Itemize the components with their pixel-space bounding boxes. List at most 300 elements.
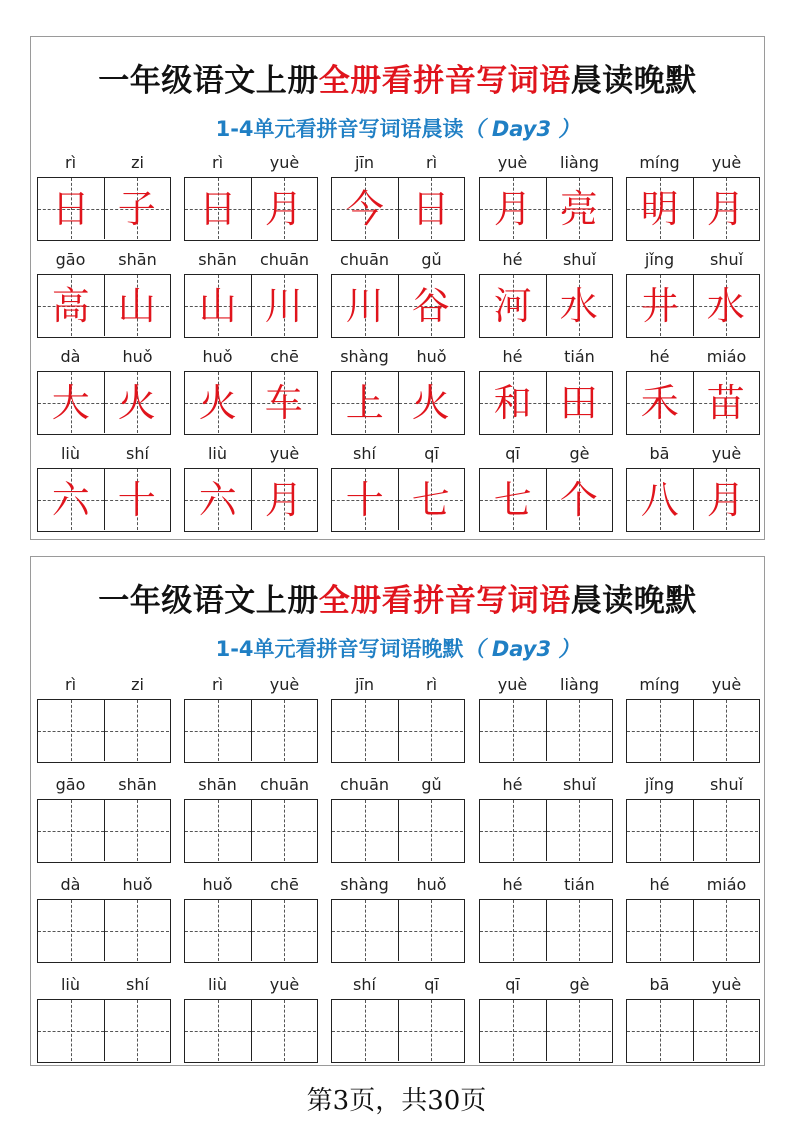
character-cell	[251, 178, 317, 239]
word-item	[37, 244, 171, 338]
writing-cell[interactable]	[398, 700, 464, 761]
word-item	[184, 438, 318, 532]
pinyin-syllable: chē	[270, 347, 299, 366]
pinyin-syllable: chuān	[339, 775, 390, 794]
writing-cell[interactable]	[38, 900, 104, 961]
pinyin-row	[37, 669, 171, 699]
pinyin-row	[331, 969, 465, 999]
word-item	[184, 969, 318, 1063]
tianzige-box[interactable]	[37, 799, 171, 863]
hanzi-character: 十	[345, 477, 384, 522]
hanzi-character: 水	[706, 283, 745, 328]
pinyin-syllable: chē	[270, 875, 299, 894]
hanzi-character: 月	[264, 477, 303, 522]
writing-cell[interactable]	[693, 800, 759, 861]
guide-line-horizontal	[38, 931, 104, 932]
writing-cell[interactable]	[627, 800, 693, 861]
tianzige-box	[626, 371, 760, 435]
guide-line-horizontal	[185, 831, 251, 832]
word-item	[331, 244, 465, 338]
character-cell	[104, 275, 170, 336]
subtitle	[31, 113, 764, 143]
pinyin-syllable: rì	[64, 675, 77, 694]
pinyin-syllable: hé	[649, 347, 670, 366]
pinyin-syllable: qī	[505, 444, 520, 463]
hanzi-character: 六	[198, 477, 237, 522]
pinyin-row	[626, 341, 760, 371]
guide-line-horizontal	[627, 731, 693, 732]
guide-line-horizontal	[480, 1031, 546, 1032]
guide-line-horizontal	[547, 931, 612, 932]
writing-cell[interactable]	[480, 900, 546, 961]
hanzi-character: 火	[411, 380, 450, 425]
pinyin-syllable: chuān	[339, 250, 390, 269]
pinyin-row	[184, 341, 318, 371]
subtitle-main: 1-4单元看拼音写词语晨读	[215, 117, 464, 141]
word-item	[479, 769, 613, 863]
tianzige-box	[37, 371, 171, 435]
guide-line-horizontal	[694, 731, 759, 732]
guide-line-horizontal	[399, 931, 464, 932]
tianzige-box[interactable]	[37, 999, 171, 1063]
pinyin-row	[184, 969, 318, 999]
pinyin-row	[184, 769, 318, 799]
character-cell	[627, 469, 693, 530]
writing-cell[interactable]	[185, 800, 251, 861]
pinyin-row	[184, 147, 318, 177]
tianzige-box	[184, 468, 318, 532]
character-cell	[185, 178, 251, 239]
guide-line-horizontal	[399, 831, 464, 832]
pinyin-row	[184, 244, 318, 274]
tianzige-box[interactable]	[184, 899, 318, 963]
writing-cell[interactable]	[546, 1000, 612, 1061]
hanzi-character: 子	[117, 186, 156, 231]
writing-cell[interactable]	[627, 1000, 693, 1061]
tianzige-box[interactable]	[626, 699, 760, 763]
guide-line-horizontal	[627, 831, 693, 832]
pinyin-syllable: shàng	[340, 347, 389, 366]
pinyin-syllable: shí	[126, 975, 149, 994]
writing-cell[interactable]	[480, 800, 546, 861]
character-cell	[104, 178, 170, 239]
word-item	[479, 147, 613, 241]
pinyin-row	[626, 147, 760, 177]
tianzige-box[interactable]	[479, 699, 613, 763]
word-item	[331, 147, 465, 241]
pinyin-syllable: miáo	[706, 347, 747, 366]
tianzige-box[interactable]	[331, 699, 465, 763]
tianzige-box	[184, 177, 318, 241]
tianzige-box[interactable]	[331, 999, 465, 1063]
character-cell	[251, 275, 317, 336]
tianzige-box[interactable]	[184, 799, 318, 863]
hanzi-character: 月	[706, 477, 745, 522]
pinyin-row	[37, 769, 171, 799]
pinyin-syllable: yuè	[711, 444, 742, 463]
guide-line-horizontal	[38, 831, 104, 832]
hanzi-character: 七	[411, 477, 450, 522]
writing-cell[interactable]	[398, 1000, 464, 1061]
pinyin-row	[331, 769, 465, 799]
writing-cell[interactable]	[546, 900, 612, 961]
tianzige-box	[626, 274, 760, 338]
pinyin-syllable: miáo	[706, 875, 747, 894]
tianzige-box[interactable]	[479, 899, 613, 963]
pinyin-syllable: yuè	[711, 975, 742, 994]
character-cell	[398, 469, 464, 530]
guide-line-horizontal	[480, 931, 546, 932]
tianzige-box	[331, 177, 465, 241]
pinyin-row	[626, 769, 760, 799]
guide-line-horizontal	[332, 1031, 398, 1032]
tianzige-box[interactable]	[626, 899, 760, 963]
pinyin-row	[479, 969, 613, 999]
pinyin-row	[626, 438, 760, 468]
tianzige-box	[184, 274, 318, 338]
tianzige-box	[479, 274, 613, 338]
pinyin-syllable: huǒ	[202, 347, 233, 366]
pinyin-syllable: rì	[425, 153, 438, 172]
guide-line-horizontal	[480, 731, 546, 732]
title-part-session: 晨读晚默	[570, 63, 697, 99]
hanzi-character: 谷	[411, 283, 450, 328]
guide-line-horizontal	[332, 731, 398, 732]
pinyin-syllable: shuǐ	[562, 250, 597, 269]
guide-line-horizontal	[185, 731, 251, 732]
writing-cell[interactable]	[480, 700, 546, 761]
guide-line-horizontal	[547, 831, 612, 832]
pinyin-syllable: hé	[649, 875, 670, 894]
pinyin-syllable: shuǐ	[562, 775, 597, 794]
character-cell	[546, 372, 612, 433]
pinyin-row	[331, 147, 465, 177]
pinyin-syllable: tián	[564, 875, 595, 894]
writing-cell[interactable]	[251, 800, 317, 861]
guide-line-horizontal	[252, 731, 317, 732]
pinyin-row	[479, 341, 613, 371]
guide-line-horizontal	[332, 931, 398, 932]
pinyin-syllable: liàng	[560, 675, 599, 694]
pinyin-syllable: yuè	[269, 975, 300, 994]
writing-cell[interactable]	[546, 700, 612, 761]
writing-cell[interactable]	[398, 900, 464, 961]
hanzi-character: 川	[264, 283, 303, 328]
pinyin-row	[37, 147, 171, 177]
writing-cell[interactable]	[38, 1000, 104, 1061]
guide-line-horizontal	[105, 831, 170, 832]
page-number: 第3页，共30页	[306, 1086, 487, 1116]
hanzi-character: 川	[345, 283, 384, 328]
writing-cell[interactable]	[332, 900, 398, 961]
pinyin-syllable: bā	[649, 975, 670, 994]
writing-cell[interactable]	[185, 700, 251, 761]
writing-cell[interactable]	[104, 800, 170, 861]
hanzi-character: 十	[117, 477, 156, 522]
word-item	[479, 341, 613, 435]
main-title	[31, 575, 764, 620]
pinyin-syllable: chuān	[259, 775, 310, 794]
character-cell	[104, 469, 170, 530]
writing-cell[interactable]	[693, 700, 759, 761]
writing-cell[interactable]	[251, 1000, 317, 1061]
pinyin-syllable: zi	[131, 153, 144, 172]
word-item	[626, 869, 760, 963]
tianzige-box[interactable]	[184, 699, 318, 763]
tianzige-box	[331, 371, 465, 435]
hanzi-character: 六	[51, 477, 90, 522]
hanzi-character: 月	[493, 186, 532, 231]
pinyin-row	[626, 869, 760, 899]
pinyin-syllable: shuǐ	[709, 775, 744, 794]
title-part-red: 全册看拼音写词语	[318, 63, 571, 99]
character-cell	[38, 469, 104, 530]
writing-cell[interactable]	[693, 1000, 759, 1061]
pinyin-syllable: hé	[502, 775, 523, 794]
pinyin-syllable: huǒ	[122, 875, 153, 894]
pinyin-syllable: chuān	[259, 250, 310, 269]
pinyin-row	[37, 969, 171, 999]
word-item	[626, 969, 760, 1063]
pinyin-syllable: qī	[505, 975, 520, 994]
tianzige-box	[37, 177, 171, 241]
pinyin-syllable: shān	[198, 250, 237, 269]
tianzige-box[interactable]	[37, 699, 171, 763]
character-cell	[38, 372, 104, 433]
tianzige-box	[626, 468, 760, 532]
character-cell	[693, 372, 759, 433]
character-cell	[398, 275, 464, 336]
writing-cell[interactable]	[251, 700, 317, 761]
word-item	[184, 769, 318, 863]
pinyin-syllable: shuǐ	[709, 250, 744, 269]
pinyin-syllable: huǒ	[202, 875, 233, 894]
pinyin-syllable: hé	[502, 875, 523, 894]
pinyin-syllable: liù	[60, 975, 81, 994]
word-item	[331, 969, 465, 1063]
hanzi-character: 月	[706, 186, 745, 231]
tianzige-box[interactable]	[184, 999, 318, 1063]
pinyin-row	[331, 869, 465, 899]
character-cell	[546, 178, 612, 239]
writing-cell[interactable]	[38, 800, 104, 861]
character-cell	[332, 275, 398, 336]
character-cell	[627, 178, 693, 239]
word-item	[626, 769, 760, 863]
hanzi-character: 山	[198, 283, 237, 328]
tianzige-box[interactable]	[626, 999, 760, 1063]
character-cell	[332, 469, 398, 530]
writing-cell[interactable]	[693, 900, 759, 961]
hanzi-character: 禾	[640, 380, 679, 425]
tianzige-box[interactable]	[479, 799, 613, 863]
character-cell	[38, 275, 104, 336]
hanzi-character: 日	[411, 186, 450, 231]
character-cell	[38, 178, 104, 239]
hanzi-character: 八	[640, 477, 679, 522]
character-cell	[546, 275, 612, 336]
writing-cell[interactable]	[627, 700, 693, 761]
character-cell	[104, 372, 170, 433]
guide-line-horizontal	[252, 1031, 317, 1032]
pinyin-syllable: qī	[424, 975, 439, 994]
tianzige-box	[479, 468, 613, 532]
word-item	[626, 438, 760, 532]
writing-cell[interactable]	[627, 900, 693, 961]
pinyin-syllable: liù	[207, 444, 228, 463]
word-item	[331, 669, 465, 763]
word-item	[331, 438, 465, 532]
hanzi-character: 个	[559, 477, 598, 522]
subtitle-day: （ Day3 ）	[463, 117, 580, 141]
tianzige-box[interactable]	[331, 899, 465, 963]
writing-cell[interactable]	[546, 800, 612, 861]
character-cell	[693, 275, 759, 336]
tianzige-box	[626, 177, 760, 241]
pinyin-syllable: míng	[639, 675, 680, 694]
word-item	[37, 147, 171, 241]
guide-line-horizontal	[105, 1031, 170, 1032]
word-item	[37, 769, 171, 863]
subtitle-day: （ Day3 ）	[463, 637, 580, 661]
pinyin-syllable: gè	[569, 975, 590, 994]
writing-cell[interactable]	[480, 1000, 546, 1061]
word-item	[184, 147, 318, 241]
writing-cell[interactable]	[332, 800, 398, 861]
character-cell	[185, 372, 251, 433]
guide-line-horizontal	[547, 1031, 612, 1032]
word-item	[184, 869, 318, 963]
character-cell	[251, 372, 317, 433]
word-item	[479, 244, 613, 338]
word-item	[37, 341, 171, 435]
guide-line-horizontal	[38, 1031, 104, 1032]
title-part-grade: 一年级语文上册	[98, 63, 319, 99]
character-cell	[398, 372, 464, 433]
pinyin-syllable: gāo	[55, 250, 86, 269]
pinyin-syllable: shí	[126, 444, 149, 463]
pinyin-syllable: dà	[60, 875, 81, 894]
word-item	[479, 869, 613, 963]
pinyin-syllable: huǒ	[122, 347, 153, 366]
pinyin-syllable: jǐng	[644, 250, 675, 269]
tianzige-box[interactable]	[37, 899, 171, 963]
title-part-grade: 一年级语文上册	[98, 583, 319, 619]
tianzige-box[interactable]	[626, 799, 760, 863]
title-part-session: 晨读晚默	[570, 583, 697, 619]
hanzi-character: 和	[493, 380, 532, 425]
subtitle-main: 1-4单元看拼音写词语晚默	[215, 637, 464, 661]
hanzi-character: 火	[117, 380, 156, 425]
writing-cell[interactable]	[185, 1000, 251, 1061]
pinyin-syllable: yuè	[497, 675, 528, 694]
word-item	[626, 244, 760, 338]
writing-cell[interactable]	[104, 700, 170, 761]
writing-cell[interactable]	[104, 1000, 170, 1061]
word-item	[626, 341, 760, 435]
writing-cell[interactable]	[398, 800, 464, 861]
guide-line-horizontal	[480, 831, 546, 832]
tianzige-box	[479, 177, 613, 241]
guide-line-horizontal	[38, 731, 104, 732]
pinyin-syllable: yuè	[711, 675, 742, 694]
guide-line-horizontal	[694, 831, 759, 832]
character-cell	[332, 372, 398, 433]
guide-line-horizontal	[332, 831, 398, 832]
writing-cell[interactable]	[38, 700, 104, 761]
writing-cell[interactable]	[185, 900, 251, 961]
character-cell	[627, 372, 693, 433]
tianzige-box	[331, 274, 465, 338]
pinyin-row	[626, 969, 760, 999]
pinyin-syllable: hé	[502, 347, 523, 366]
pinyin-syllable: qī	[424, 444, 439, 463]
hanzi-character: 月	[264, 186, 303, 231]
character-cell	[251, 469, 317, 530]
word-item	[37, 438, 171, 532]
pinyin-row	[479, 438, 613, 468]
pinyin-syllable: gè	[569, 444, 590, 463]
pinyin-row	[479, 869, 613, 899]
hanzi-character: 车	[264, 380, 303, 425]
pinyin-syllable: gāo	[55, 775, 86, 794]
pinyin-syllable: jǐng	[644, 775, 675, 794]
subtitle	[31, 633, 764, 663]
word-item	[37, 869, 171, 963]
hanzi-character: 今	[345, 186, 384, 231]
word-item	[331, 341, 465, 435]
pinyin-syllable: shān	[118, 775, 157, 794]
pinyin-syllable: liù	[207, 975, 228, 994]
pinyin-syllable: yuè	[497, 153, 528, 172]
tianzige-box[interactable]	[479, 999, 613, 1063]
hanzi-character: 山	[117, 283, 156, 328]
tianzige-box	[184, 371, 318, 435]
pinyin-syllable: dà	[60, 347, 81, 366]
pinyin-syllable: rì	[211, 153, 224, 172]
word-item	[479, 438, 613, 532]
pinyin-row	[479, 244, 613, 274]
word-item	[331, 869, 465, 963]
word-item	[626, 147, 760, 241]
word-item	[479, 969, 613, 1063]
guide-line-horizontal	[252, 931, 317, 932]
guide-line-horizontal	[399, 1031, 464, 1032]
hanzi-character: 大	[51, 380, 90, 425]
tianzige-box[interactable]	[331, 799, 465, 863]
guide-line-horizontal	[694, 931, 759, 932]
writing-cell[interactable]	[251, 900, 317, 961]
writing-cell[interactable]	[332, 1000, 398, 1061]
pinyin-syllable: rì	[64, 153, 77, 172]
pinyin-row	[626, 669, 760, 699]
pinyin-syllable: huǒ	[416, 875, 447, 894]
tianzige-box	[479, 371, 613, 435]
pinyin-syllable: huǒ	[416, 347, 447, 366]
writing-cell[interactable]	[104, 900, 170, 961]
character-cell	[185, 469, 251, 530]
pinyin-syllable: yuè	[269, 153, 300, 172]
pinyin-syllable: shān	[198, 775, 237, 794]
hanzi-character: 日	[51, 186, 90, 231]
pinyin-row	[37, 244, 171, 274]
pinyin-row	[331, 438, 465, 468]
writing-cell[interactable]	[332, 700, 398, 761]
hanzi-character: 火	[198, 380, 237, 425]
pinyin-syllable: gǔ	[421, 250, 442, 269]
hanzi-character: 河	[493, 283, 532, 328]
pinyin-syllable: rì	[425, 675, 438, 694]
